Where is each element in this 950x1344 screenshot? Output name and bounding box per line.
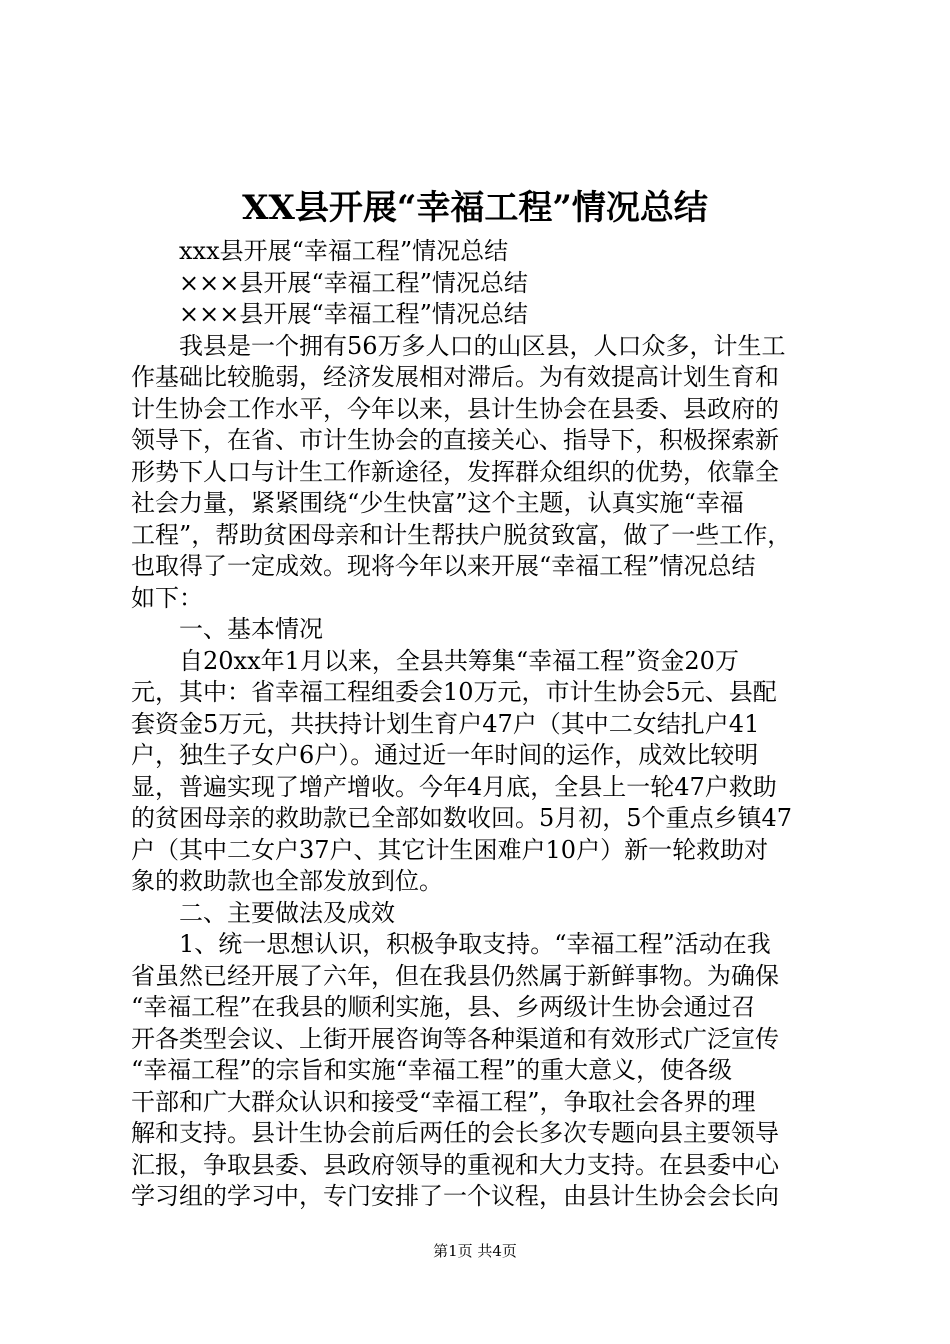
body-line: 工程”，帮助贫困母亲和计生帮扶户脱贫致富，做了一些工作， [131, 520, 792, 549]
body-line: 套资金5万元，共扶持计划生育户47户（其中二女结扎户41 [131, 709, 760, 738]
body-line: 省虽然已经开展了六年，但在我县仍然属于新鲜事物。为确保 [131, 961, 779, 990]
body-line: 学习组的学习中，专门安排了一个议程，由县计生协会会长向 [131, 1182, 779, 1210]
document-title: XX县开展“幸福工程”情况总结 [242, 188, 708, 228]
body-line: 1、统一思想认识，积极争取支持。“幸福工程”活动在我 [131, 930, 771, 958]
body-line: 户（其中二女户37户、其它计生困难户10户）新一轮救助对 [131, 835, 769, 864]
document-body [131, 236, 831, 1213]
body-line: 的贫困母亲的救助款已全部如数收回。5月初，5个重点乡镇47 [131, 804, 793, 832]
body-line: 我县是一个拥有56万多人口的山区县，人口众多，计生工 [131, 331, 786, 360]
body-line: 也取得了一定成效。现将今年以来开展“幸福工程”情况总结 [131, 552, 756, 580]
body-line: 领导下，在省、市计生协会的直接关心、指导下，积极探索新 [131, 426, 779, 454]
body-line: 社会力量，紧紧围绕“少生快富”这个主题，认真实施“幸福 [131, 489, 744, 517]
body-line: “幸福工程”的宗旨和实施“幸福工程”的重大意义，使各级 [131, 1056, 733, 1084]
body-line: ×××县开展“幸福工程”情况总结 [131, 300, 528, 328]
body-line: 象的救助款也全部发放到位。 [131, 867, 443, 895]
section-heading: 二、主要做法及成效 [131, 898, 395, 927]
body-line: 显，普遍实现了增产增收。今年4月底，全县上一轮47户救助 [131, 772, 777, 801]
body-line: 作基础比较脆弱，经济发展相对滞后。为有效提高计划生育和 [131, 363, 779, 391]
body-line: 户，独生子女户6户）。通过近一年时间的运作，成效比较明 [131, 741, 759, 769]
body-line: 解和支持。县计生协会前后两任的会长多次专题向县主要领导 [131, 1119, 779, 1147]
body-line: 如下： [131, 583, 203, 612]
page-footer: 第1页 共4页 [433, 1242, 517, 1260]
body-line: 计生协会工作水平，今年以来，县计生协会在县委、县政府的 [131, 394, 779, 423]
body-line: 开各类型会议、上街开展咨询等各种渠道和有效形式广泛宣传 [131, 1024, 779, 1053]
body-line: 汇报，争取县委、县政府领导的重视和大力支持。在县委中心 [131, 1150, 779, 1179]
body-line: xxx县开展“幸福工程”情况总结 [131, 237, 509, 265]
section-heading: 一、基本情况 [131, 615, 323, 643]
body-line: ×××县开展“幸福工程”情况总结 [131, 268, 528, 297]
body-line: 形势下人口与计生工作新途径，发挥群众组织的优势，依靠全 [131, 457, 779, 486]
body-line: “幸福工程”在我县的顺利实施，县、乡两级计生协会通过召 [131, 993, 756, 1021]
body-line: 干部和广大群众认识和接受“幸福工程”，争取社会各界的理 [131, 1087, 756, 1116]
body-line: 元，其中：省幸福工程组委会10万元，市计生协会5元、县配 [131, 678, 777, 706]
body-line: 自20xx年1月以来，全县共筹集“幸福工程”资金20万 [131, 646, 739, 675]
